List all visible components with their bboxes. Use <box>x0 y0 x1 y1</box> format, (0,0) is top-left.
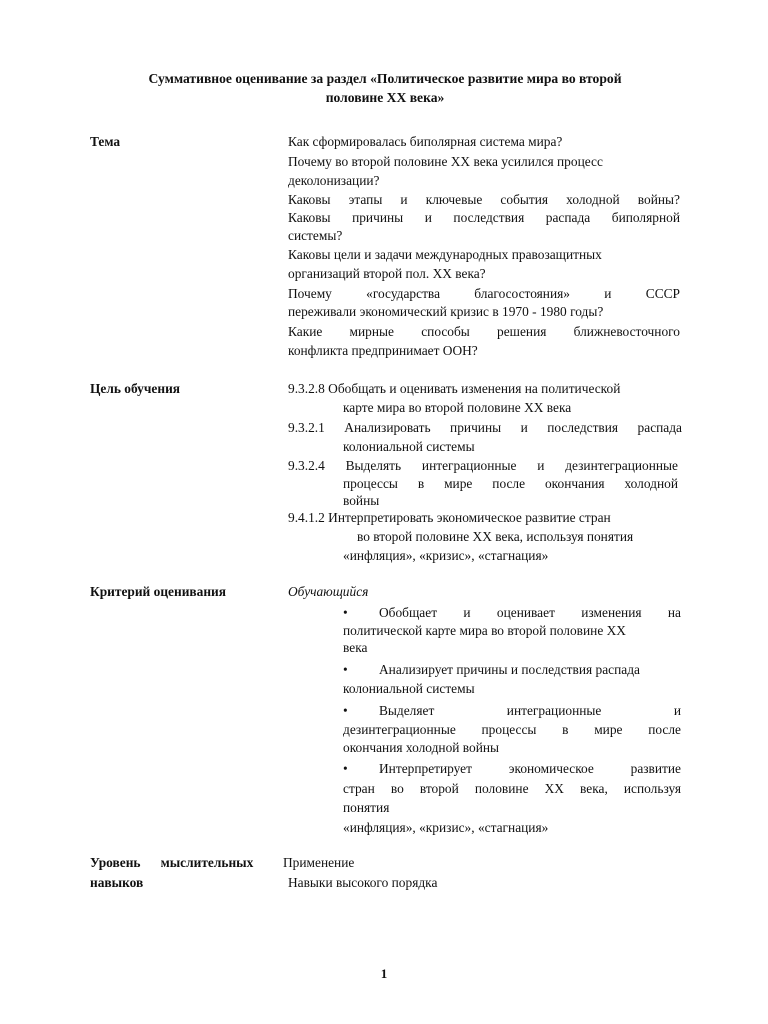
goal-line: 9.3.2.1 Анализировать причины и последствия распада <box>288 420 682 435</box>
topic-line: Каковы этапы и ключевые события холодной войны? <box>288 192 680 207</box>
topic-line: деколонизации? <box>288 173 380 188</box>
criteria-line: стран во второй половине ХХ века, используя <box>343 781 681 796</box>
title-line-2: половине ХХ века» <box>325 90 445 105</box>
skills-label-line-2: навыков <box>90 875 144 890</box>
topic-line: системы? <box>288 228 343 243</box>
bullet-icon: • <box>343 662 348 677</box>
criteria-line: Обобщает и оценивает изменения на <box>379 605 681 620</box>
topic-line: переживали экономический кризис в 1970 - 1980 годы? <box>288 304 604 319</box>
goal-label: Цель обучения <box>90 381 181 396</box>
goal-line: войны <box>343 493 380 508</box>
bullet-icon: • <box>343 605 348 620</box>
topic-line: Какие мирные способы решения ближневосточного <box>288 324 680 339</box>
topic-line: Каковы причины и последствия распада биполярной <box>288 210 680 225</box>
bullet-icon: • <box>343 703 348 718</box>
page-number: 1 <box>380 966 388 981</box>
topic-line: Каковы цели и задачи международных правозащитных <box>288 247 602 262</box>
criteria-line: политической карте мира во второй половине ХХ <box>343 623 626 638</box>
criteria-line: понятия <box>343 800 390 815</box>
criteria-line: колониальной системы <box>343 681 475 696</box>
criteria-line: Выделяет интеграционные и <box>379 703 681 718</box>
goal-line: процессы в мире после окончания холодной <box>343 476 678 491</box>
criteria-line: дезинтеграционные процессы в мире после <box>343 722 681 737</box>
document-title <box>90 69 680 107</box>
topic-line: организаций второй пол. ХХ века? <box>288 266 486 281</box>
skills-label-line-1: Уровень мыслительных <box>90 855 254 870</box>
criteria-line: Интерпретирует экономическое развитие <box>379 761 681 776</box>
bullet-icon: • <box>343 761 348 776</box>
topic-line: Почему «государства благосостояния» и СССР <box>288 286 680 301</box>
goal-line: «инфляция», «кризис», «стагнация» <box>343 548 549 563</box>
topic-line: Почему во второй половине ХХ века усилился процесс <box>288 154 603 169</box>
criteria-line: века <box>343 640 368 655</box>
criteria-label: Критерий оценивания <box>90 584 227 599</box>
skills-line: Применение <box>283 855 355 870</box>
goal-line: колониальной системы <box>343 439 475 454</box>
goal-line: во второй половине ХХ века, используя понятия <box>357 529 634 544</box>
goal-line: 9.4.1.2 Интерпретировать экономическое развитие стран <box>288 510 611 525</box>
topic-label: Тема <box>90 134 121 149</box>
topic-line: Как сформировалась биполярная система мира? <box>288 134 563 149</box>
title-line-1: Суммативное оценивание за раздел «Политическое развитие мира во второй <box>148 71 622 86</box>
criteria-intro: Обучающийся <box>288 584 369 599</box>
goal-line: карте мира во второй половине ХХ века <box>343 400 572 415</box>
criteria-line: Анализирует причины и последствия распада <box>379 662 640 677</box>
goal-line: 9.3.2.8 Обобщать и оценивать изменения на политической <box>288 381 621 396</box>
topic-line: конфликта предпринимает ООН? <box>288 343 478 358</box>
goal-line: 9.3.2.4 Выделять интеграционные и дезинтеграционные <box>288 458 678 473</box>
skills-line: Навыки высокого порядка <box>288 875 438 890</box>
criteria-line: окончания холодной войны <box>343 740 500 755</box>
criteria-line: «инфляция», «кризис», «стагнация» <box>343 820 549 835</box>
